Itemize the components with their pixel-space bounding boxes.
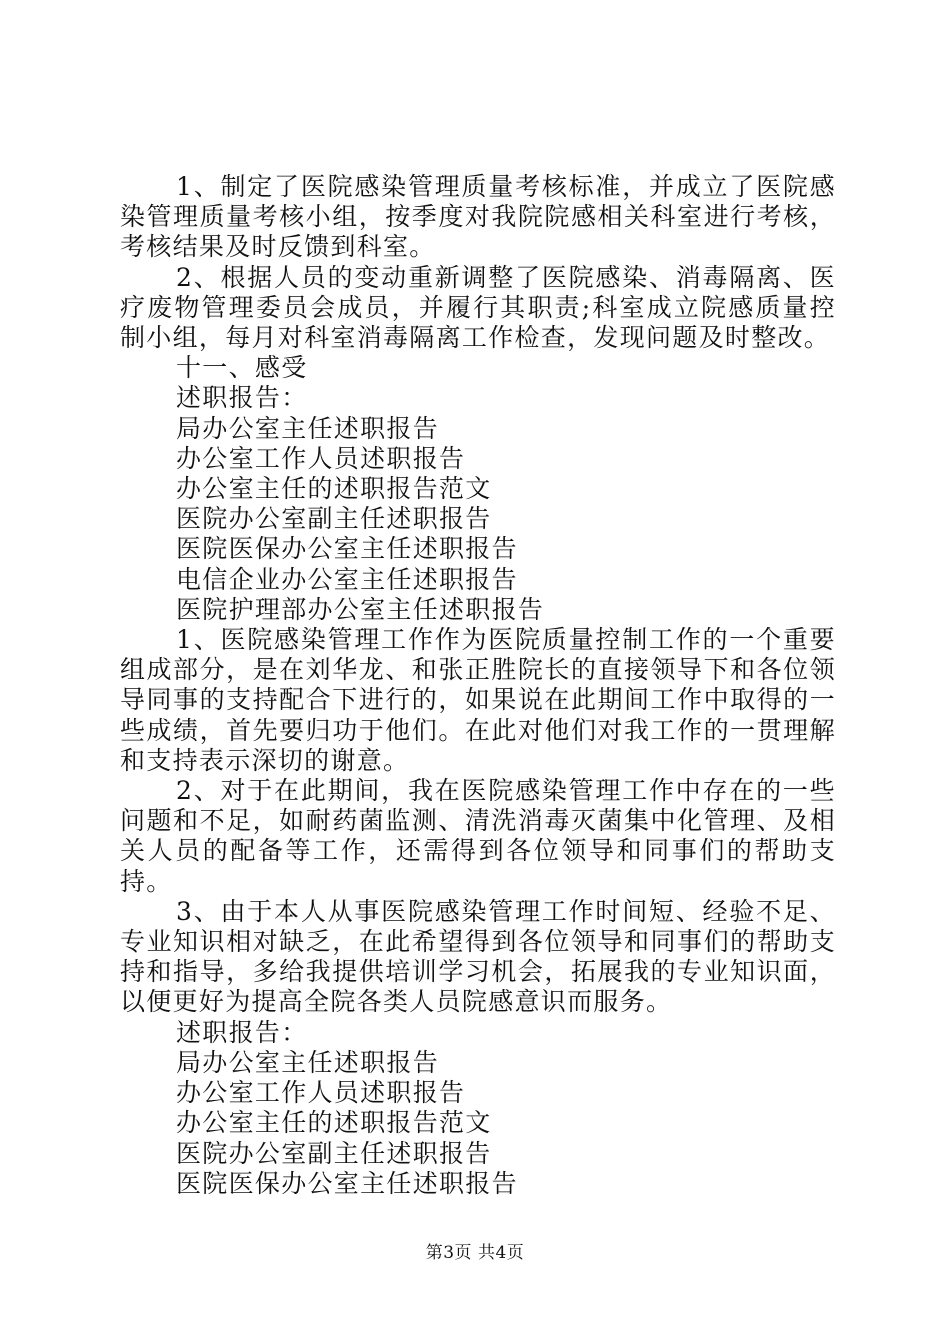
page-number: 第3页 共4页 — [425, 1243, 525, 1263]
paragraph: 2、对于在此期间，我在医院感染管理工作中存在的一些问题和不足，如耐药菌监测、清洗消毒灭菌集中化管理、及相关人员的配备等工作，还需得到各位领导和同事们的帮助支持。 — [120, 776, 836, 896]
paragraph: 1、医院感染管理工作作为医院质量控制工作的一个重要组成部分，是在刘华龙、和张正胜院长的直接领导下和各位领导同事的支持配合下进行的，如果说在此期间工作中取得的一些成绩，首先要归功于他们。在此对他们对我工作的一贯理解和支持表示深切的谢意。 — [120, 625, 836, 775]
list-title: 述职报告： — [176, 1017, 308, 1047]
section-heading: 十一、感受 — [176, 353, 308, 383]
list-item: 医院办公室副主任述职报告 — [176, 1138, 492, 1168]
list-item: 办公室工作人员述职报告 — [176, 443, 466, 473]
list-item: 办公室工作人员述职报告 — [176, 1078, 466, 1108]
list-item: 电信企业办公室主任述职报告 — [176, 564, 518, 594]
paragraph: 2、根据人员的变动重新调整了医院感染、消毒隔离、医疗废物管理委员会成员，并履行其职责;科室成立院感质量控制小组，每月对科室消毒隔离工作检查，发现问题及时整改。 — [120, 262, 836, 353]
list-item: 局办公室主任述职报告 — [176, 1047, 440, 1077]
list-item: 医院办公室副主任述职报告 — [176, 504, 492, 534]
list-item: 办公室主任的述职报告范文 — [176, 1108, 492, 1138]
list-item: 医院医保办公室主任述职报告 — [176, 1168, 518, 1198]
list-item: 医院护理部办公室主任述职报告 — [176, 594, 545, 624]
list-item: 办公室主任的述职报告范文 — [176, 474, 492, 504]
list-item: 局办公室主任述职报告 — [176, 413, 440, 443]
paragraph: 1、制定了医院感染管理质量考核标准，并成立了医院感染管理质量考核小组，按季度对我院院感相关科室进行考核，考核结果及时反馈到科室。 — [120, 172, 836, 262]
list-item: 医院医保办公室主任述职报告 — [176, 534, 518, 564]
list-title: 述职报告： — [176, 383, 308, 413]
paragraph: 3、由于本人从事医院感染管理工作时间短、经验不足、专业知识相对缺乏，在此希望得到各位领导和同事们的帮助支持和指导，多给我提供培训学习机会，拓展我的专业知识面，以便更好为提高全院各类人员院感意识而服务。 — [120, 896, 836, 1017]
document-body — [120, 172, 836, 1199]
